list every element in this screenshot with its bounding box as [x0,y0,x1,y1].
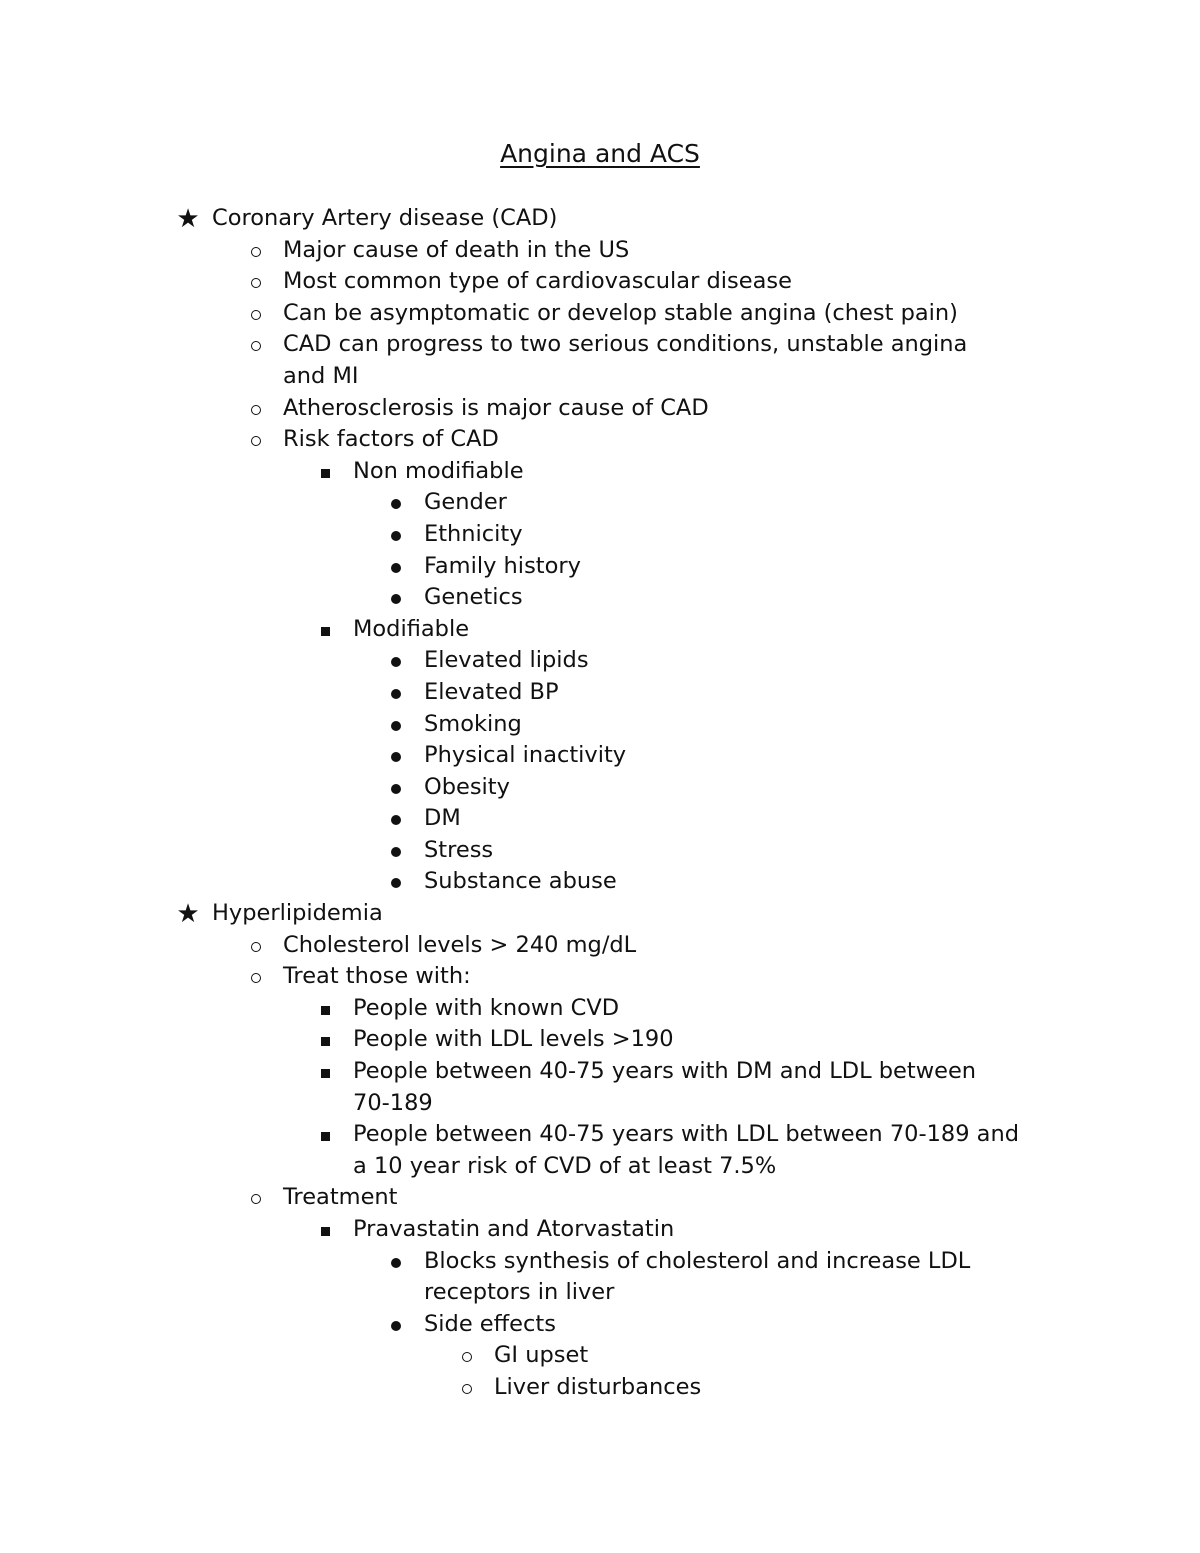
list-item [0,614,1200,646]
hollow-circle-bullet-icon [247,1182,265,1214]
list-item-text: Stress [424,836,494,863]
list-item-text: Elevated lipids [424,647,589,674]
list-item-continuation [0,361,1200,393]
list-item-continuation [0,1277,1200,1309]
list-item [0,709,1200,741]
filled-disc-bullet-icon [387,740,405,772]
filled-disc-bullet-icon [387,772,405,804]
list-item [0,961,1200,993]
filled-disc-bullet-icon [387,709,405,741]
notes-outline [0,203,1200,1404]
list-item-text: Risk factors of CAD [283,426,499,453]
list-item-text: Ethnicity [424,520,523,547]
filled-disc-bullet-icon [387,803,405,835]
filled-square-bullet-icon [316,1056,334,1088]
list-item-text: Atherosclerosis is major cause of CAD [283,394,709,421]
list-item [0,487,1200,519]
list-item [0,993,1200,1025]
hollow-circle-bullet-icon [247,235,265,267]
list-item [0,1024,1200,1056]
hollow-circle-bullet-icon [247,329,265,361]
page-title: Angina and ACS [500,139,700,168]
list-item-text: a 10 year risk of CVD of at least 7.5% [353,1152,777,1179]
list-item [0,1182,1200,1214]
list-item-text: receptors in liver [424,1279,615,1306]
filled-square-bullet-icon [316,1024,334,1056]
filled-square-bullet-icon [316,614,334,646]
list-item-continuation [0,1088,1200,1120]
list-item-text: Family history [424,552,581,579]
hollow-circle-bullet-icon [247,266,265,298]
list-item [0,393,1200,425]
list-item-text: Treatment [283,1184,398,1211]
list-item-text: Coronary Artery disease (CAD) [212,205,558,231]
list-item-text: Pravastatin and Atorvastatin [353,1216,675,1242]
list-item [0,1056,1200,1088]
list-item-text: Physical inactivity [424,742,627,769]
list-item [0,1246,1200,1278]
list-item-text: Liver disturbances [494,1373,702,1400]
list-item [0,519,1200,551]
list-item-text: Obesity [424,773,510,800]
list-item-text: People with known CVD [353,994,620,1021]
star-icon: ★ [176,899,200,930]
filled-square-bullet-icon [316,456,334,488]
list-item-text: Hyperlipidemia [212,900,383,927]
list-item [0,1119,1200,1151]
list-item [0,866,1200,898]
list-item [0,835,1200,867]
list-item [0,677,1200,709]
filled-disc-bullet-icon [387,645,405,677]
filled-disc-bullet-icon [387,551,405,583]
list-item-text: Can be asymptomatic or develop stable angina (chest pain) [283,299,958,326]
list-item [0,1340,1200,1372]
list-item-text: DM [424,805,461,832]
filled-disc-bullet-icon [387,677,405,709]
list-item-text: Most common type of cardiovascular disease [283,268,792,295]
list-item-text: People between 40-75 years with LDL between 70-189 and [353,1121,1020,1148]
filled-disc-bullet-icon [387,1246,405,1278]
list-item-text: GI upset [494,1342,589,1369]
hollow-circle-bullet-icon [458,1372,476,1404]
list-item [0,740,1200,772]
list-item [0,582,1200,614]
hollow-circle-bullet-icon [247,424,265,456]
list-item-text: Treat those with: [283,963,471,990]
hollow-circle-bullet-icon [247,393,265,425]
filled-square-bullet-icon [316,1214,334,1246]
list-item-text: People with LDL levels >190 [353,1026,674,1053]
list-item [0,1372,1200,1404]
list-item-text: Non modifiable [353,457,524,484]
list-item-text: 70-189 [353,1089,433,1116]
list-item [0,645,1200,677]
list-item [0,1309,1200,1341]
filled-square-bullet-icon [316,993,334,1025]
list-item-text: Side effects [424,1310,556,1337]
filled-disc-bullet-icon [387,487,405,519]
list-item [0,898,1200,930]
list-item-text: Blocks synthesis of cholesterol and increase LDL [424,1247,971,1274]
list-item-text: CAD can progress to two serious conditions, unstable angina [283,331,968,358]
list-item-text: Gender [424,489,507,516]
list-item [0,329,1200,361]
hollow-circle-bullet-icon [458,1340,476,1372]
list-item [0,235,1200,267]
list-item-text: Major cause of death in the US [283,236,630,263]
hollow-circle-bullet-icon [247,961,265,993]
list-item [0,424,1200,456]
list-item-text: Genetics [424,584,523,611]
list-item [0,803,1200,835]
filled-disc-bullet-icon [387,1309,405,1341]
list-item-text: Elevated BP [424,678,559,705]
list-item-text: Modifiable [353,615,470,642]
star-icon: ★ [176,204,200,234]
list-item-continuation [0,1151,1200,1183]
hollow-circle-bullet-icon [247,930,265,962]
list-item [0,930,1200,962]
list-item-text: People between 40-75 years with DM and LDL between [353,1058,977,1085]
filled-disc-bullet-icon [387,835,405,867]
filled-disc-bullet-icon [387,519,405,551]
hollow-circle-bullet-icon [247,298,265,330]
list-item-text: and MI [283,362,359,389]
list-item [0,456,1200,488]
list-item [0,266,1200,298]
list-item [0,298,1200,330]
filled-disc-bullet-icon [387,582,405,614]
list-item-text: Smoking [424,710,522,737]
list-item [0,1214,1200,1246]
list-item [0,772,1200,804]
filled-square-bullet-icon [316,1119,334,1151]
list-item [0,203,1200,235]
filled-disc-bullet-icon [387,866,405,898]
list-item [0,551,1200,583]
list-item-text: Substance abuse [424,868,617,895]
list-item-text: Cholesterol levels > 240 mg/dL [283,931,637,958]
